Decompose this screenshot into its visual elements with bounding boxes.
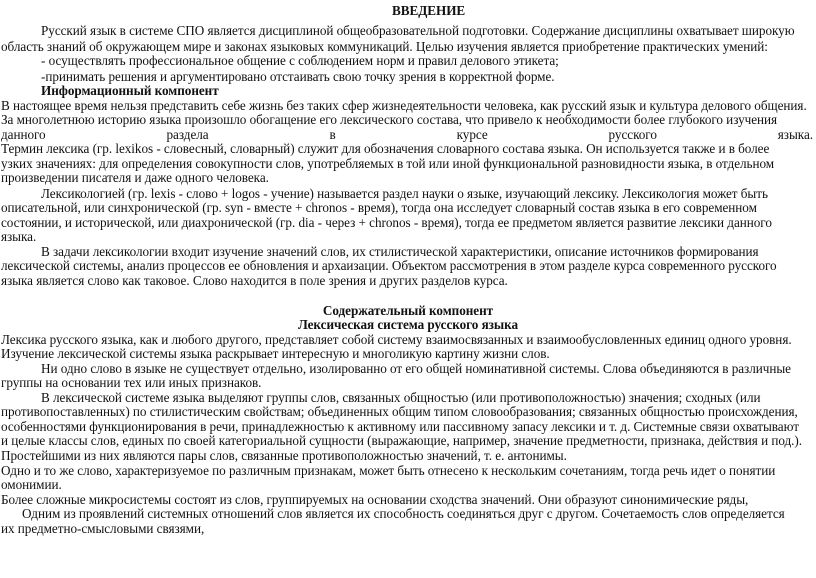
info-line: лексической системы, анализ процессов ее обновления и архаизации. Объектом рассмотрения в этом разделе курса современного русского <box>1 258 777 274</box>
content-line: Ни одно слово в языке не существует отдельно, изолированно от его общей номинативной системы. Слова объединяются в различные <box>41 360 791 376</box>
info-line: языка является слово как таковое. Слово находится в поле зрения и других разделов курса. <box>1 272 508 288</box>
info-line: языка. <box>1 229 37 245</box>
info-line: Термин лексика (гр. lexikos - словесный, словарный) служит для обозначения словарного состава языка. Он используется также и в более <box>1 141 770 157</box>
content-line: Лексика русского языка, как и любого другого, представляет собой систему взаимосвязанных и взаимообусловленных единиц одного уровня. <box>1 331 792 347</box>
content-line: Более сложные микросистемы состоят из слов, группируемых на основании сходства значений. Они образуют синонимические ряды, <box>1 491 749 507</box>
content-line: Изучение лексической системы языка раскрывает интересную и многоликую картину жизни слов. <box>1 346 550 362</box>
info-heading: Информационный компонент <box>41 83 219 99</box>
info-line: состоянии, и исторической, или диахронической (гр. dia - через + chronos - время), тогда ее предметом является развитие лексики данного <box>1 214 772 230</box>
intro-line: область знаний об окружающем мире и законах языковых коммуникаций. Целью изучения является приобретение практических умений: <box>1 38 768 54</box>
content-line: Одно и то же слово, характеризуемое по различным признакам, может быть отнесено к нескольким сочетаниям, тогда речь идет о понятии <box>1 462 776 478</box>
info-line: В настоящее время нельзя представить себе жизнь без таких сфер жизнедеятельности человека, как русский язык и культура делового общения. <box>1 97 807 113</box>
info-line: В задачи лексикологии входит изучение значений слов, их стилистической характеристики, описание источников формирования <box>41 243 759 259</box>
content-line: Простейшими из них являются пары слов, связанные противоположностью значений, т. е. антонимы. <box>1 447 567 463</box>
content-line: и целые классы слов, единых по своей категориальной сущности (выражающие, например, значение предметности, признака, действия и под.). <box>1 433 802 449</box>
info-line: произведении писателя и даже одного человека. <box>1 170 269 186</box>
page-title: ВВЕДЕНИЕ <box>392 3 466 18</box>
content-line: группы на основании тех или иных признаков. <box>1 375 262 391</box>
content-line: противопоставленных) по стилистическим свойствам; объединенных общим типом словообразования; связанных общностью происхождения, <box>1 404 798 420</box>
content-line: Одним из проявлений системных отношений слов является их способность соединяться друг с другом. Сочетаемость слов определяется <box>22 506 785 522</box>
content-line: их предметно-смысловыми связями, <box>1 520 205 536</box>
intro-line: Русский язык в системе СПО является дисциплиной общеобразовательной подготовки. Содержание дисциплины охватывает широкую <box>41 23 795 39</box>
content-line: омонимии. <box>1 477 62 493</box>
info-line: описательной, или синхронической (гр. syn - вместе + chronos - время), тогда она исследует словарный состав языка в его современном <box>1 200 757 216</box>
intro-line: -принимать решения и аргументировано отстаивать свою точку зрения в корректной форме. <box>41 68 555 84</box>
content-line: особенностями функционирования в речи, принадлежностью к активному или пассивному запасу лексики и т. д. Системные связи охватывают <box>1 418 799 434</box>
content-heading: Содержательный компонент <box>322 302 494 318</box>
info-line: За многолетнюю историю языка произошло обогащение его лексического состава, что привело к необходимости более глубокого изучения <box>1 112 778 128</box>
info-line: Лексикологией (гр. lexis - слово + logos - учение) называется раздел науки о языке, изучающий лексику. Лексикология может быть <box>41 185 768 201</box>
content-line: В лексической системе языка выделяют группы слов, связанных общностью (или противоположностью) значения; сходных (или <box>41 389 761 405</box>
info-line: данного раздела в курсе русского языка. <box>1 126 813 142</box>
content-subheading: Лексическая система русского языка <box>297 317 519 333</box>
intro-line: - осуществлять профессиональное общение с соблюдением норм и правил делового этикета; <box>41 53 559 69</box>
info-line: узких значениях: для определения совокупности слов, употребляемых в той или иной функциональной разновидности языка, в отдельном <box>1 155 775 171</box>
